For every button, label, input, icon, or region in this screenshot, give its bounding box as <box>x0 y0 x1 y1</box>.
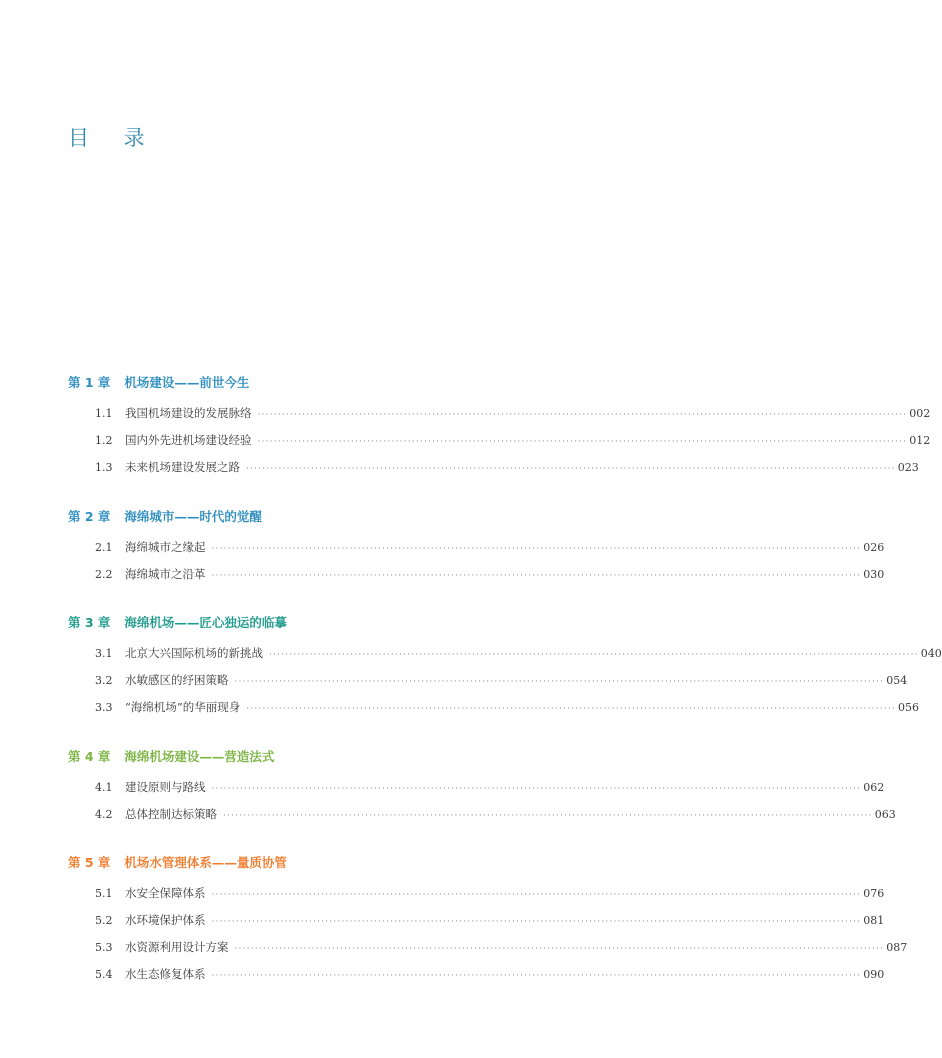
entry-number: 5.4 <box>95 968 113 982</box>
toc-entry[interactable] <box>68 801 896 828</box>
page-number: 023 <box>897 461 919 475</box>
toc-entry[interactable] <box>68 907 885 934</box>
dot-leader: ································································································································································ <box>211 889 862 900</box>
toc-entry[interactable] <box>68 934 908 961</box>
dot-leader: ································································································································································ <box>223 810 873 821</box>
page-number: 002 <box>909 407 931 420</box>
toc-entry[interactable] <box>68 640 942 667</box>
chapter-section <box>68 508 885 588</box>
page-number: 081 <box>863 914 885 928</box>
dot-leader: ································································································································································ <box>257 437 908 448</box>
page-number: 040 <box>920 646 942 660</box>
entry-number: 2.2 <box>95 567 113 581</box>
entry-title: 水资源利用设计方案 <box>125 940 229 955</box>
toc-entry[interactable] <box>68 667 908 694</box>
entry-number: 5.2 <box>95 914 113 928</box>
dot-leader: ································································································································································ <box>246 704 896 715</box>
toc-entry[interactable] <box>68 534 885 561</box>
entry-number: 5.3 <box>95 941 113 955</box>
page-number: 063 <box>874 807 896 821</box>
chapter-title: 海绵机场——匠心独运的临摹 <box>124 614 287 630</box>
page-number: 062 <box>863 780 885 794</box>
entry-number: 1.1 <box>95 407 113 420</box>
chapter-title: 机场水管理体系——量质协管 <box>124 854 287 870</box>
entry-title: 水安全保障体系 <box>125 885 206 900</box>
dot-leader: ································································································································································ <box>211 971 862 982</box>
page-number: 090 <box>863 968 885 982</box>
page-number: 026 <box>863 540 885 554</box>
entry-title: 国内外先进机场建设经验 <box>125 433 252 448</box>
chapter-number: 第 3 章 <box>68 614 111 630</box>
entry-title: 海绵城市之缘起 <box>125 539 206 554</box>
page-number: 012 <box>909 434 931 448</box>
entry-title: “海绵机场”的华丽现身 <box>125 700 241 715</box>
chapter-heading[interactable] <box>68 614 636 632</box>
chapter-section <box>68 748 896 828</box>
entry-number: 4.1 <box>95 780 113 794</box>
entry-title: 总体控制达标策略 <box>125 806 217 821</box>
toc-entry[interactable] <box>68 880 885 907</box>
chapter-heading[interactable] <box>68 508 636 526</box>
dot-leader: ································································································································································ <box>246 464 896 475</box>
dot-leader: ································································································································································ <box>211 783 862 794</box>
entry-number: 1.2 <box>95 434 113 448</box>
chapter-number: 第 2 章 <box>68 508 111 524</box>
table-of-contents <box>68 374 942 1015</box>
dot-leader: ································································································································································ <box>257 410 908 420</box>
entry-number: 1.3 <box>95 461 113 475</box>
chapter-section <box>68 854 908 989</box>
toc-entry[interactable] <box>68 694 919 721</box>
entry-title: 水环境保护体系 <box>125 913 206 928</box>
chapter-number: 第 1 章 <box>68 375 111 390</box>
toc-entry[interactable] <box>68 961 885 988</box>
chapter-number: 第 5 章 <box>68 854 111 870</box>
entry-title: 水生态修复体系 <box>125 967 206 982</box>
dot-leader: ································································································································································ <box>234 944 885 955</box>
entry-title: 建设原则与路线 <box>125 779 206 794</box>
entry-title: 北京大兴国际机场的新挑战 <box>125 645 263 660</box>
entry-number: 5.1 <box>95 886 113 900</box>
chapter-title: 机场建设——前世今生 <box>124 375 250 390</box>
dot-leader: ································································································································································ <box>211 570 862 581</box>
toc-entry[interactable] <box>68 561 885 588</box>
chapter-number: 第 4 章 <box>68 748 111 764</box>
page-title: 目 录 <box>68 126 159 150</box>
chapter-heading[interactable] <box>68 854 636 872</box>
entry-number: 3.3 <box>95 701 113 715</box>
toc-entry[interactable] <box>68 774 885 801</box>
entry-title: 水敏感区的纾困策略 <box>125 673 229 688</box>
entry-number: 3.2 <box>95 674 113 688</box>
entry-title: 未来机场建设发展之路 <box>125 460 240 475</box>
page-number: 056 <box>898 701 919 715</box>
page-number: 054 <box>886 674 908 688</box>
entry-number: 4.2 <box>95 807 113 821</box>
entry-number: 2.1 <box>95 540 113 554</box>
chapter-title: 海绵机场建设——营造法式 <box>124 748 275 764</box>
page-number: 076 <box>863 886 885 900</box>
dot-leader: ································································································································································ <box>234 677 885 688</box>
chapter-heading[interactable] <box>68 374 636 392</box>
chapter-section <box>68 374 931 482</box>
page-number: 030 <box>863 567 885 581</box>
chapter-title: 海绵城市——时代的觉醒 <box>124 508 262 524</box>
dot-leader: ································································································································································ <box>211 917 862 928</box>
toc-entry[interactable] <box>68 454 919 481</box>
entry-title: 我国机场建设的发展脉络 <box>125 406 252 420</box>
toc-entry[interactable] <box>68 400 931 427</box>
chapter-heading[interactable] <box>68 748 636 766</box>
toc-entry[interactable] <box>68 427 931 454</box>
entry-number: 3.1 <box>95 646 113 660</box>
dot-leader: ································································································································································ <box>211 543 862 554</box>
page-number: 087 <box>886 941 908 955</box>
entry-title: 海绵城市之沿革 <box>125 566 206 581</box>
dot-leader: ································································································································································ <box>269 649 919 660</box>
chapter-section <box>68 614 942 722</box>
